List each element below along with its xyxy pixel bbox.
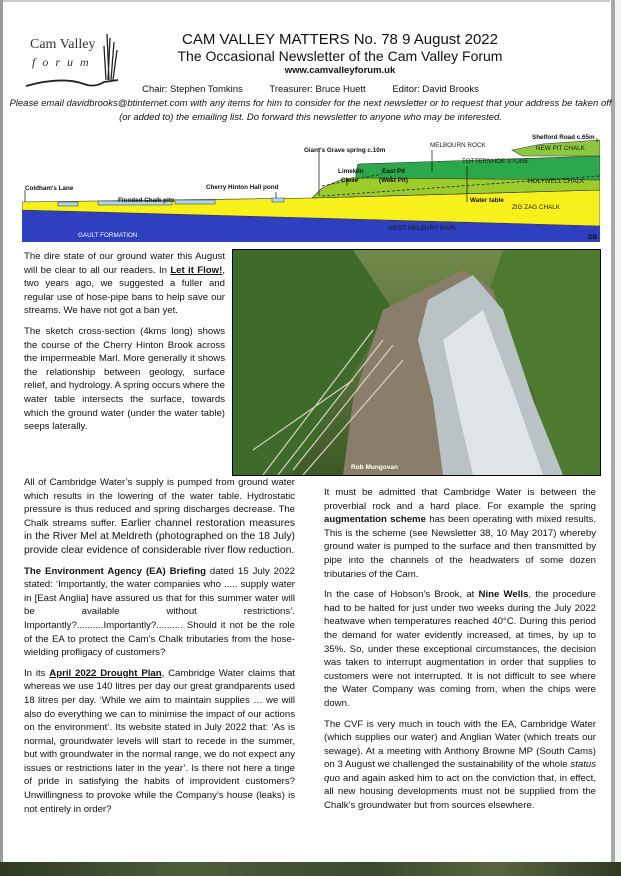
- newsletter-title: CAM VALLEY MATTERS No. 78 9 August 2022: [182, 31, 498, 48]
- right-column: [324, 486, 596, 820]
- paragraph-cross-section: The sketch cross-section (4kms long) shows the course of the Cherry Hinton Brook across the impermeable Marl. More generally it shows the relationship between geology, surface relief, and hydrology. A spring occurs where the water table intersects the surface, towards which the ground water (under the water table) seeps laterally.: [24, 325, 225, 433]
- page-left-border: [0, 0, 3, 862]
- left-column-lower: [24, 476, 295, 823]
- label-limekiln-close: Close: [341, 177, 359, 184]
- let-it-flow-link[interactable]: Let it Flow!: [170, 264, 223, 276]
- officer-treasurer: Treasurer: Bruce Huett: [269, 84, 366, 95]
- label-totternhoe: TOTTERNHOE STONE: [462, 158, 529, 165]
- drought-plan-link[interactable]: April 2022 Drought Plan: [49, 667, 162, 679]
- label-east-pit: East Pit: [382, 168, 406, 175]
- label-gault-formation: GAULT FORMATION: [78, 232, 138, 239]
- label-melbourn-rock: MELBOURN ROCK: [430, 142, 486, 149]
- officer-chair: Chair: Stephen Tomkins: [142, 84, 243, 95]
- label-coldhams-lane: Coldham's Lane: [25, 185, 74, 192]
- label-limekiln: Limekiln: [338, 168, 364, 175]
- paragraph-nine-wells: In the case of Hobson’s Brook, at Nine Wells, the procedure had to be halted for just under two weeks during the July 2022 heatwave when temperatures reached 40°C. During this period the demand for water evidently increased, at times, by up to 35%. So, under these exceptional circumstances, the decision was taken to interrupt augmentation in order that supplies to customers were not interrupted. It is not difficult to see where the Water Company was coming from, when the chips were down.: [324, 589, 596, 709]
- photo-credit: Rob Mungovan: [351, 464, 398, 471]
- geology-cross-section: [22, 134, 600, 244]
- next-page-preview: [0, 862, 621, 876]
- paragraph-intro: The dire state of our ground water this August will be clear to all our readers. In Let it Flow!, two years ago, we suggested a fuller and regular use of hose-pipe bans to help save our streams. We have not got a ban yet.: [24, 251, 225, 317]
- window-margin: [615, 0, 621, 876]
- logo-text-line2: forum: [32, 55, 96, 69]
- logo-text-line1: Cam Valley: [30, 37, 96, 52]
- label-credit-db: DB: [588, 234, 598, 241]
- email-notice: Please email davidbrooks@btinternet.com with any items for him to consider for the next newsletter or to request that your address be taken off (or added to) the emailing list. Do forward this newsletter to anyone who may be interested.: [9, 98, 612, 123]
- label-zig-zag-chalk: ZIG ZAG CHALK: [512, 204, 560, 211]
- paragraph-cvf-contact: The CVF is very much in touch with the EA, Cambridge Water (which supplies our water) and Anglian Water (which treats our sewage). At a meeting with Anthony Browne MP (South Cams) on 3 August we challenged the sustainability of the whole status quo and again asked him to act on the conviction that, in effect, all new housing developments must not be supplied from the Chalk’s groundwater but from sources elsewhere.: [324, 718, 596, 812]
- river-photo-image: [233, 250, 600, 475]
- paragraph-supply: All of Cambridge Water’s supply is pumped from ground water which results in the lowering of the water table. Hydrostatic pressure is thus reduced and spring discharges decrease. The Chalk streams suffer. Earlier channel restoration measures in the River Mel at Meldreth (photographed on the 18 July) provide clear evidence of considerable river flow reduction.: [24, 477, 295, 556]
- officers-line: [0, 84, 621, 95]
- label-water-table: Water table: [470, 197, 504, 204]
- paragraph-drought-plan: In its April 2022 Drought Plan, Cambridge Water claims that whereas we use 140 litres per day our great grandparents used 18 litres per day. ‘While we aim to maintain supplies … we will also do everything we can to minimise the impact of our actions on the environment’. Its website stated in July 2022 that: ‘As is normal, groundwater levels will start to recede in the summer, but with groundwater in the normal range, we do not expect any issues or restrictions later in the year’. Is there not here a tinge of pride in satisfying the habits of improvident customers? Unwillingness to provoke while the Company’s house (leaks) is not entirely in order?: [24, 667, 295, 815]
- paragraph-augmentation: It must be admitted that Cambridge Water is between the proverbial rock and a hard place. For example the spring augmentation scheme has been operating with mixed results. This is the scheme (see Newsletter 38, 10 May 2017) whereby ground water is pumped to the surface and then transmitted by pipe into the channels of the headwaters of some dozen tributaries of the Cam.: [324, 487, 597, 580]
- label-giants-grave: Giant's Grave spring c.10m: [304, 147, 386, 154]
- river-mel-photo: [232, 249, 601, 476]
- page-top-border: [0, 0, 610, 2]
- label-hall-pond: Cherry Hinton Hall pond: [206, 184, 279, 191]
- officer-editor: Editor: David Brooks: [392, 84, 479, 95]
- left-column-upper: [24, 250, 225, 441]
- newsletter-subtitle: The Occasional Newsletter of the Cam Valley Forum: [177, 48, 503, 64]
- label-flooded-pits: Flooded Chalk pits: [118, 197, 175, 204]
- website-link[interactable]: www.camvalleyforum.uk: [284, 65, 396, 76]
- label-west-pit: (West Pit): [379, 177, 408, 184]
- label-new-pit-chalk: NEW PIT CHALK: [536, 145, 585, 152]
- label-west-melbury-marl: WEST MELBURY MARL: [388, 225, 458, 232]
- paragraph-ea-briefing: The Environment Agency (EA) Briefing dated 15 July 2022 stated: ‘Importantly, the water companies who ..... supply water in [East Anglia] have assured us that for this summer water will be available without restrictions’. Importantly?..........Importantly?.......... Should it not be the role of the EA to protect the Cam’s Chalk tributaries from the hose-wielding profligacy of customers?: [24, 565, 295, 659]
- label-holywell-chalk: HOLYWELL CHALK: [528, 178, 585, 185]
- label-shelford-road: Shelford Road c.65m: [532, 134, 595, 141]
